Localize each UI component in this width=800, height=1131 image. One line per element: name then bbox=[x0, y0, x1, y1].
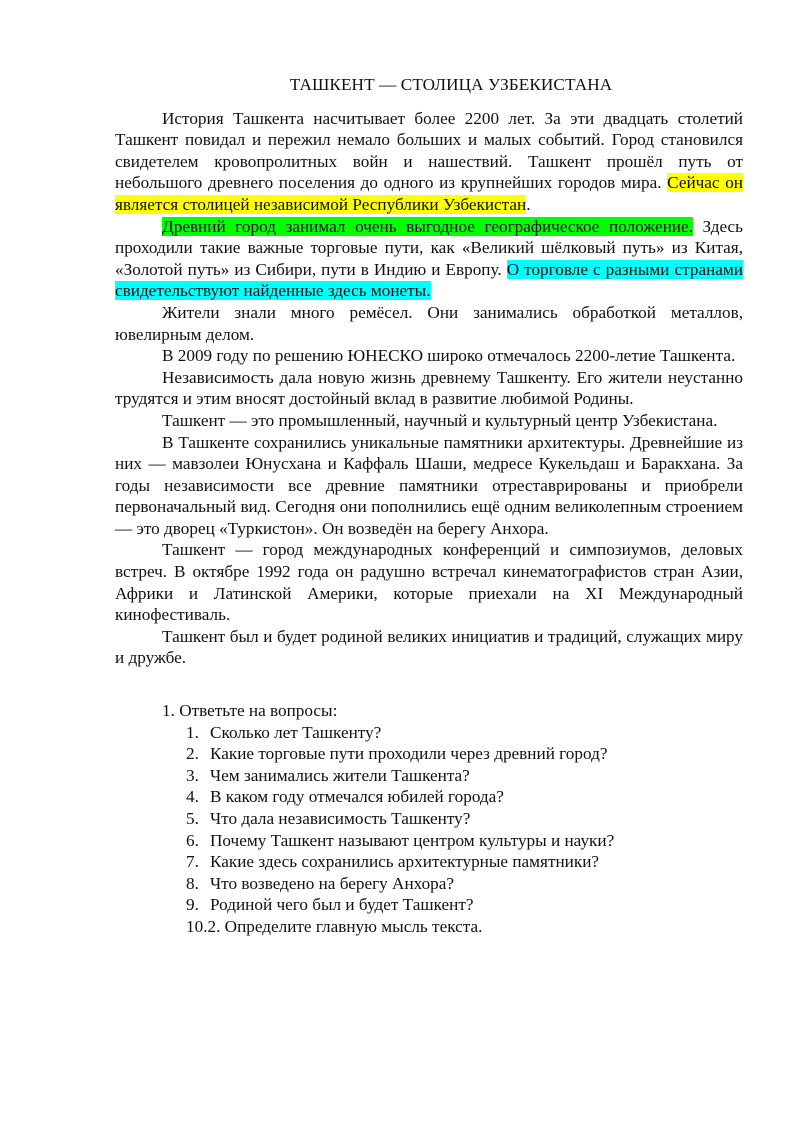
paragraph-history bbox=[115, 108, 743, 216]
question-number: 2. bbox=[186, 744, 199, 764]
list-item bbox=[186, 894, 743, 916]
task-heading: 1. Ответьте на вопросы: bbox=[162, 701, 338, 721]
question-number: 8. bbox=[186, 873, 199, 893]
question-text: Какие здесь сохранились архитектурные памятники? bbox=[210, 852, 600, 872]
list-item bbox=[186, 786, 743, 808]
paragraph-unesco: В 2009 году по решению ЮНЕСКО широко отмечалось 2200-летие Ташкента. bbox=[162, 346, 736, 366]
question-text: Что возведено на берегу Анхора? bbox=[210, 873, 455, 893]
question-text: Что дала независимость Ташкенту? bbox=[210, 809, 471, 828]
task-final: 10.2. Определите главную мысль текста. bbox=[186, 916, 483, 936]
paragraph-architecture: В Ташкенте сохранились уникальные памятники архитектуры. Древнейшие из них — мавзолеи Юнусхана и Каффаль Шаши, медресе Кукельдаш и Баракхана. За годы независимости все древние памятники отреставрированы и приобрели первоначальный вид. Сегодня они пополнились ещё одним великолепным строением — это дворец «Туркистон». Он возведён на берегу Анхора. bbox=[115, 432, 743, 538]
paragraph-conferences: Ташкент — город международных конференций и симпозиумов, деловых встреч. В октябре 1992 года он радушно встречал кинематографистов стран Азии, Африки и Латинской Америки, которые приехали на XI Международный кинофестиваль. bbox=[115, 540, 743, 625]
question-text: Сколько лет Ташкенту? bbox=[210, 722, 382, 742]
list-item bbox=[186, 830, 743, 852]
paragraph-center: Ташкент — это промышленный, научный и культурный центр Узбекистана. bbox=[162, 410, 718, 430]
paragraph-text: . bbox=[526, 194, 531, 214]
question-number: 5. bbox=[186, 809, 199, 828]
list-item bbox=[186, 743, 743, 765]
paragraph-text: Здесь проходили такие важные торговые пути, как «Великий шёлковый путь» из Китая, «Золотой путь» из Сибири, пути в Индию и Европу. bbox=[115, 216, 744, 279]
question-text: Какие торговые пути проходили через древний город? bbox=[210, 744, 608, 764]
paragraph-crafts: Жители знали много ремёсел. Они занимались обработкой металлов, ювелирным делом. bbox=[115, 302, 743, 344]
paragraph-independence: Независимость дала новую жизнь древнему Ташкенту. Его жители неустанно трудятся и этим вносят достойный вклад в развитие любимой Родины. bbox=[115, 367, 743, 409]
list-item bbox=[186, 722, 743, 744]
question-number: 6. bbox=[186, 830, 199, 850]
paragraph-traditions: Ташкент был и будет родиной великих инициатив и традиций, служащих миру и дружбе. bbox=[115, 626, 743, 668]
document-body bbox=[115, 74, 743, 938]
highlighted-sentence-coins: О торговле с разными странами свидетельствуют найденные здесь монеты. bbox=[115, 259, 743, 301]
tasks-section bbox=[115, 700, 743, 938]
list-item bbox=[186, 873, 743, 895]
list-item bbox=[186, 808, 743, 830]
document-title: ТАШКЕНТ — СТОЛИЦА УЗБЕКИСТАНА bbox=[289, 75, 613, 94]
question-text: Родиной чего был и будет Ташкент? bbox=[210, 895, 474, 915]
question-number: 7. bbox=[186, 852, 199, 872]
highlighted-sentence-geography: Древний город занимал очень выгодное географическое положение. bbox=[162, 216, 693, 236]
question-number: 9. bbox=[186, 895, 199, 915]
paragraph-geography bbox=[115, 216, 743, 302]
question-text: В каком году отмечался юбилей города? bbox=[210, 787, 504, 807]
question-text: Почему Ташкент называют центром культуры и науки? bbox=[210, 830, 615, 850]
highlighted-sentence-capital: Сейчас он является столицей независимой Республики Узбекистан bbox=[115, 173, 743, 214]
question-number: 3. bbox=[186, 765, 199, 785]
question-text: Чем занимались жители Ташкента? bbox=[210, 765, 470, 785]
question-number: 1. bbox=[186, 722, 199, 742]
questions-list bbox=[115, 722, 743, 916]
question-number: 4. bbox=[186, 787, 199, 807]
list-item bbox=[186, 851, 743, 873]
paragraph-text: История Ташкента насчитывает более 2200 лет. За эти двадцать столетий Ташкент повидал и пережил немало больших и малых событий. Город становился свидетелем кровопролитных войн и нашествий. Ташкент прошёл путь от небольшого древнего поселения до одного из крупнейших городов мира. bbox=[115, 108, 743, 193]
list-item bbox=[186, 765, 743, 787]
